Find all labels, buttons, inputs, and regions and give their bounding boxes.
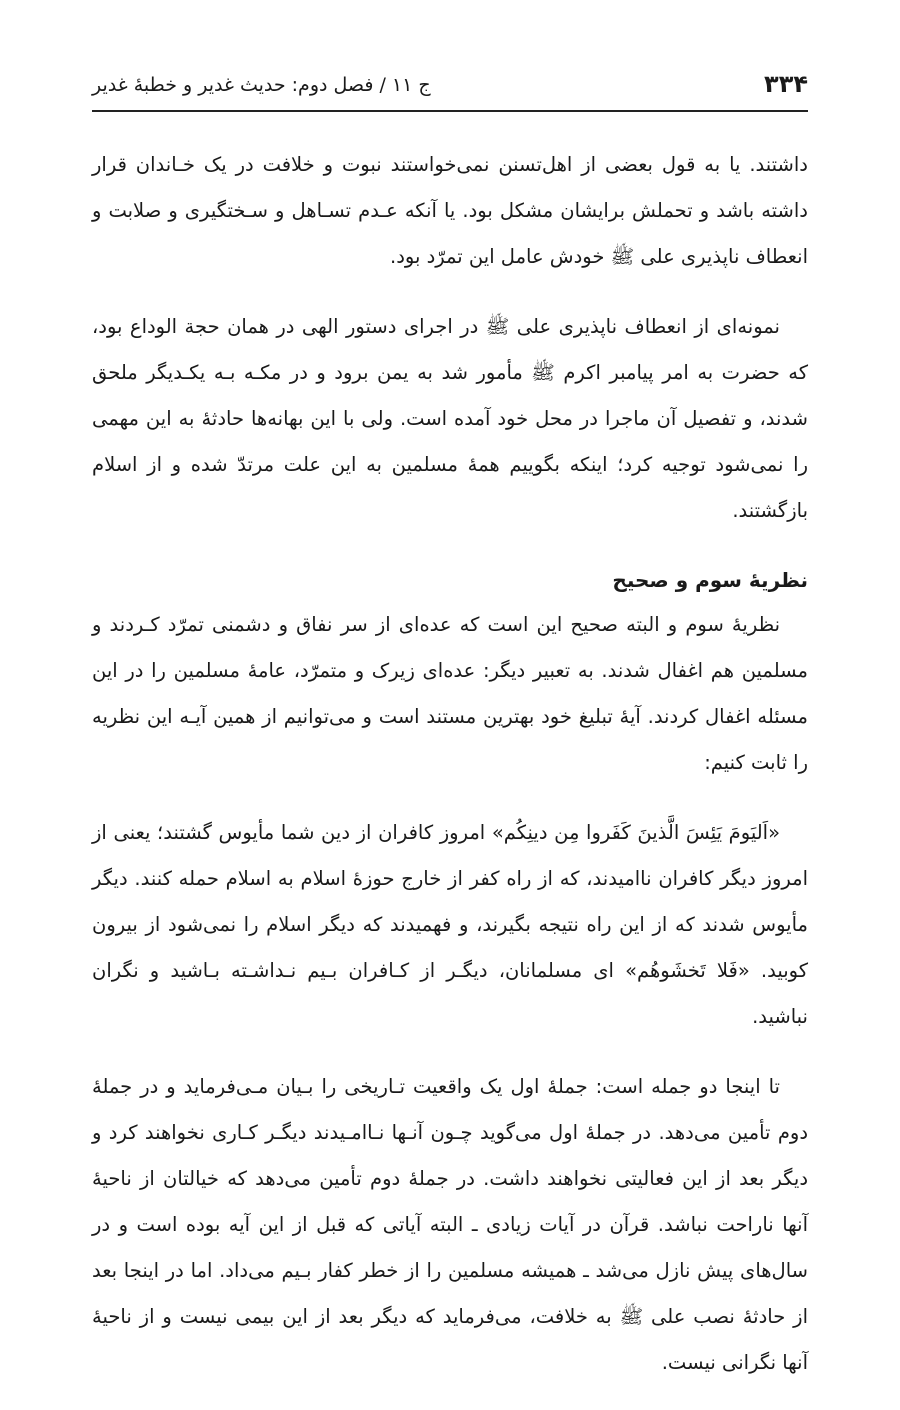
paragraph-third-theory: نظریهٔ سوم و البته صحیح این است که عده‌ای از سر نفاق و دشمنی تمرّد کـردند و مسلمین هم اغفال شدند. به تعبیر دیگر: عده‌ای زیرک و متمرّد، عامهٔ مسلمین را در این مسئله اغفال کردند. آیهٔ تبلیغ خود بهترین مستند است و می‌توانیم از همین آیـه این نظریه را ثابت کنیم: [92, 613, 808, 774]
section-heading: نظریهٔ سوم و صحیح [612, 568, 808, 592]
paragraph-example: نمونه‌ای از انعطاف ناپذیری علی ﷺ در اجرای دستور الهی در همان حجة الوداع بود، که حضرت به امر پیامبر اکرم ﷺ مأمور شد به یمن برود و در مکـه بـه یکـدیگر ملحق شدند، و تفصیل آن ماجرا در محل خود آمده است. ولی با این بهانه‌ها حادثهٔ به این مهمی را نمی‌شود توجیه کرد؛ اینکه بگوییم همهٔ مسلمین به این علت مرتدّ شده و از اسلام بازگشتند. [92, 315, 808, 522]
paragraph-continued: داشتند. یا به قول بعضی از اهل‌تسنن نمی‌خواستند نبوت و خلافت در یک خـاندان قرار داشته باشد و تحملش برایشان مشکل بود. یا آنکه عـدم تسـاهل و سـختگیری و صلابت و انعطاف ناپذیری علی ﷺ خودش عامل این تمرّد بود. [92, 153, 808, 268]
page-body [92, 112, 808, 1386]
running-title: ج ۱۱ / فصل دوم: حدیث غدیر و خطبهٔ غدیر [92, 74, 431, 96]
page-number: ۳۳۴ [764, 70, 808, 98]
book-page [92, 60, 808, 1410]
page-header [92, 60, 808, 112]
paragraph-two-sentences: تا اینجا دو جمله است: جملهٔ اول یک واقعیت تـاریخی را بـیان مـی‌فرماید و در جملهٔ دوم تأمین می‌دهد. در جملهٔ اول می‌گوید چـون آنـها نـاامـیدند دیگـر کـاری نخواهند کرد و دیگر بعد از این فعالیتی نخواهند داشت. در جملهٔ دوم تأمین می‌دهد که خیالتان از ناحیهٔ آنها ناراحت نباشد. قرآن در آیات زیادی ـ البته آیاتی که قبل از این آیه بوده است و در سال‌های پیش نازل می‌شد ـ همیشه مسلمین را از خطر کفار بـیم می‌داد. اما در اینجا بعد از حادثهٔ نصب علی ﷺ به خلافت، می‌فرماید که دیگر بعد از این بیمی نیست و از ناحیهٔ آنها نگرانی نیست. [92, 1075, 808, 1374]
paragraph-quran-verse: «اَلیَومَ یَئِسَ الَّذینَ کَفَروا مِن دینِکُم» امروز کافران از دین شما مأیوس گشتند؛ یعنی از امروز دیگر کافران ناامیدند، که از راه کفر از خارج حوزهٔ اسلام به اسلام حمله کنند. دیگر مأیوس شدند که از این راه نتیجه بگیرند، و فهمیدند که دیگر اسلام را نمی‌شود از بیرون کوبید. «فَلا تَخشَوهُم» ای مسلمانان، دیگـر از کـافران بـیم نـداشـته بـاشید و نگران نباشید. [92, 821, 808, 1028]
